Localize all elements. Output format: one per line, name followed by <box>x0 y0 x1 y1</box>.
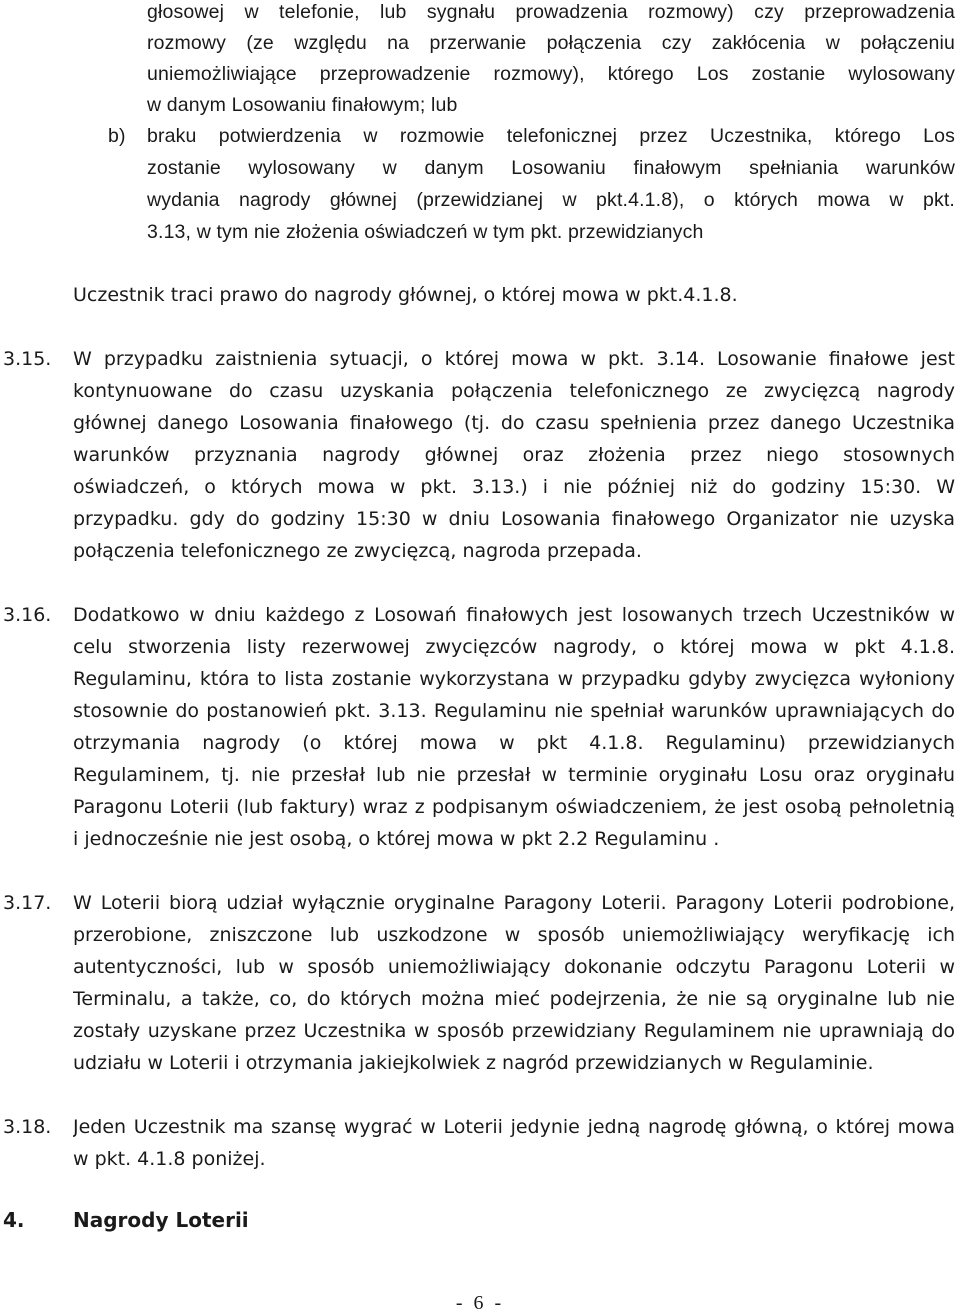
text-line: w pkt. 4.1.8 poniżej. <box>73 1148 266 1170</box>
text-line: zostały uzyskane przez Uczestnika w sposób przewidziany Regulaminem nie uprawniają do <box>73 1020 955 1042</box>
chapter-title: Nagrody Loterii <box>73 1208 249 1232</box>
page-number: - 6 - <box>455 1292 505 1314</box>
text-line: autentyczności, lub w sposób uniemożliwiający dokonanie odczytu Paragonu Loterii w <box>73 956 955 978</box>
text-line: 3.13, w tym nie złożenia oświadczeń w tym pkt. przewidzianych <box>147 221 704 243</box>
chapter-number: 4. <box>3 1208 25 1232</box>
text-line: Terminalu, a także, co, do których można mieć podejrzenia, że nie są oryginalne lub nie <box>73 988 955 1010</box>
text-line: rozmowy (ze względu na przerwanie połączenia czy zakłócenia w połączeniu <box>147 32 955 54</box>
section-number: 3.16. <box>3 604 52 626</box>
text-line: Paragonu Loterii (lub faktury) wraz z podpisanym oświadczeniem, że jest osobą pełnoletnią <box>73 796 955 818</box>
section-number: 3.15. <box>3 348 52 370</box>
text-line: udziału w Loterii i otrzymania jakiejkolwiek z nagród przewidzianych w Regulaminie. <box>73 1052 874 1074</box>
text-line: W Loterii biorą udział wyłącznie oryginalne Paragony Loterii. Paragony Loterii podrobione, <box>73 892 955 914</box>
section-number: 3.18. <box>3 1116 52 1138</box>
text-line: głównej danego Losowania finałowego (tj. do czasu spełnienia przez danego Uczestnika <box>73 412 955 434</box>
text-line: wydania nagrody głównej (przewidzianej w pkt.4.1.8), o których mowa w pkt. <box>147 189 955 211</box>
text-line: i jednocześnie nie jest osobą, o której mowa w pkt 2.2 Regulaminu . <box>73 828 720 850</box>
text-line: uniemożliwiające przeprowadzenie rozmowy), którego Los zostanie wylosowany <box>147 63 955 85</box>
list-marker-b: b) <box>108 125 126 147</box>
text-line: braku potwierdzenia w rozmowie telefonicznej przez Uczestnika, którego Los <box>147 125 955 147</box>
text-line: zostanie wylosowany w danym Losowaniu finałowym spełniania warunków <box>147 157 955 179</box>
text-line: przerobione, zniszczone lub uszkodzone w sposób uniemożliwiający weryfikację ich <box>73 924 955 946</box>
text-line: Jeden Uczestnik ma szansę wygrać w Loterii jedynie jedną nagrodę główną, o której mowa <box>73 1116 955 1138</box>
text-line: stosownie do postanowień pkt. 3.13. Regulaminu nie spełniał warunków uprawniających do <box>73 700 955 722</box>
text-line: Regulaminem, tj. nie przesłał lub nie przesłał w terminie oryginału Losu oraz oryginału <box>73 764 955 786</box>
text-line: w danym Losowaniu finałowym; lub <box>147 94 458 116</box>
text-line: Regulaminu, która to lista zostanie wykorzystana w przypadku gdyby zwycięzca wyłoniony <box>73 668 955 690</box>
text-line: W przypadku zaistnienia sytuacji, o której mowa w pkt. 3.14. Losowanie finałowe jest <box>73 348 955 370</box>
consequence-line: Uczestnik traci prawo do nagrody głównej, o której mowa w pkt.4.1.8. <box>73 284 738 306</box>
text-line: przypadku. gdy do godziny 15:30 w dniu Losowania finałowego Organizator nie uzyska <box>73 508 955 530</box>
text-line: kontynuowane do czasu uzyskania połączenia telefonicznego ze zwycięzcą nagrody <box>73 380 955 402</box>
section-number: 3.17. <box>3 892 52 914</box>
text-line: celu stworzenia listy rezerwowej zwycięzców nagrody, o której mowa w pkt 4.1.8. <box>73 636 955 658</box>
text-line: głosowej w telefonie, lub sygnału prowadzenia rozmowy) czy przeprowadzenia <box>147 1 955 23</box>
text-line: warunków przyznania nagrody głównej oraz złożenia przez niego stosownych <box>73 444 955 466</box>
text-line: połączenia telefonicznego ze zwycięzcą, nagroda przepada. <box>73 540 642 562</box>
text-line: Dodatkowo w dniu każdego z Losowań finałowych jest losowanych trzech Uczestników w <box>73 604 955 626</box>
text-line: oświadczeń, o których mowa w pkt. 3.13.) i nie później niż do godziny 15:30. W <box>73 476 955 498</box>
text-line: otrzymania nagrody (o której mowa w pkt 4.1.8. Regulaminu) przewidzianych <box>73 732 955 754</box>
